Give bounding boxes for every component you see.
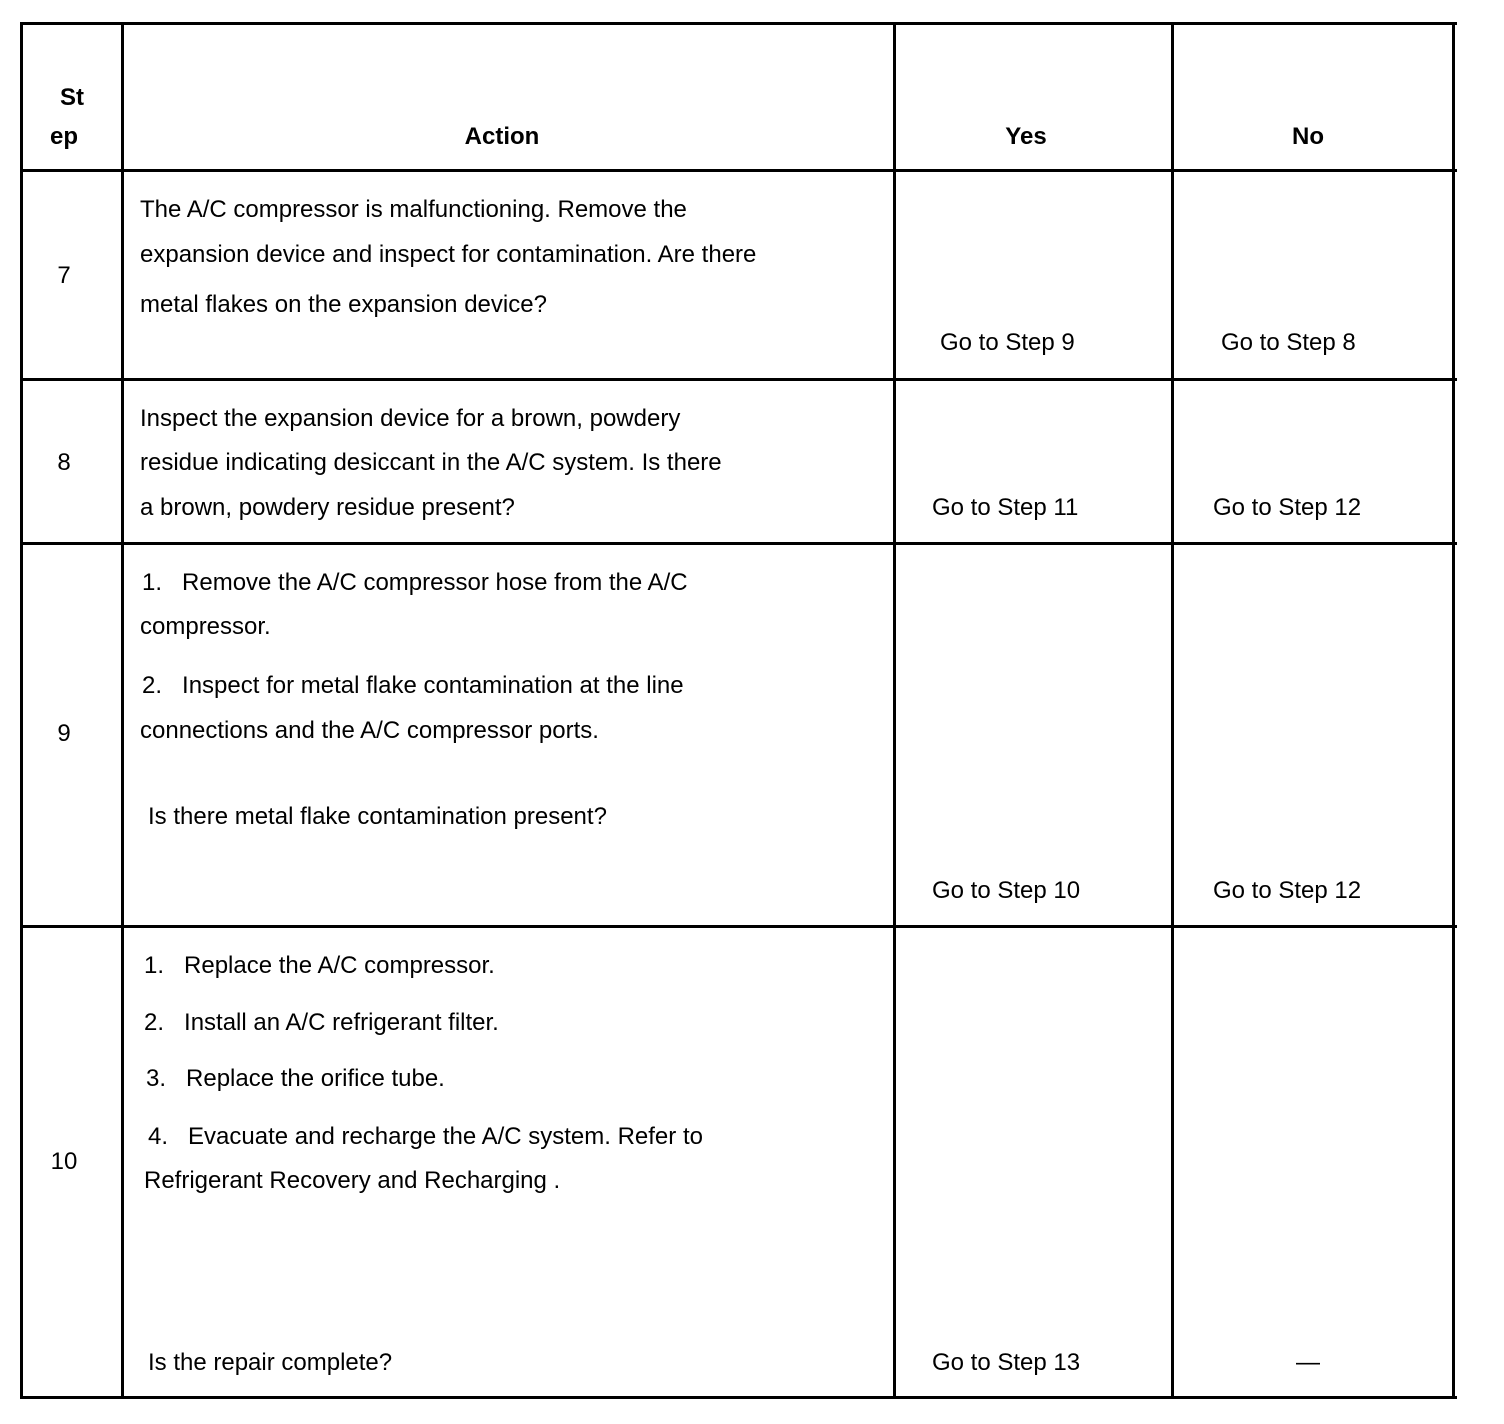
action-line: 2. Install an A/C refrigerant filter. [144,1009,499,1036]
table-border-left [20,22,23,1399]
column-divider [893,22,896,1399]
action-line: expansion device and inspect for contamination. Are there [140,241,757,268]
header-action: Action [464,123,540,150]
no-result: Go to Step 12 [1213,877,1362,904]
step-number: 8 [57,449,71,476]
header-no: No [1292,123,1324,150]
table-border-bottom [20,1396,1457,1399]
action-line: connections and the A/C compressor ports. [140,717,599,744]
column-divider [121,22,124,1399]
header-step-line2: ep [49,123,78,150]
table-border-right [1452,22,1455,1399]
table-border-top [20,22,1457,25]
yes-result: Go to Step 10 [932,877,1081,904]
step-number: 9 [57,720,71,747]
yes-result: Go to Step 13 [932,1349,1081,1376]
action-line: Inspect the expansion device for a brown, powdery [140,405,681,432]
no-result: Go to Step 8 [1221,329,1356,356]
action-line: metal flakes on the expansion device? [140,291,547,318]
no-result: Go to Step 12 [1213,494,1362,521]
header-divider [20,169,1457,172]
action-line: compressor. [140,613,271,640]
row-divider [20,542,1457,545]
yes-result: Go to Step 9 [940,329,1075,356]
action-question: Is there metal flake contamination present? [148,803,607,830]
header-yes: Yes [1005,123,1047,150]
action-line: Refrigerant Recovery and Recharging . [144,1167,561,1194]
row-divider [20,378,1457,381]
action-question: Is the repair complete? [148,1349,393,1376]
action-line: 4. Evacuate and recharge the A/C system. Refer to [148,1123,703,1150]
yes-result: Go to Step 11 [932,494,1079,521]
action-line: 1. Remove the A/C compressor hose from the A/C [142,569,688,596]
action-line: 1. Replace the A/C compressor. [144,952,495,979]
no-result: — [1296,1349,1320,1376]
action-line: 3. Replace the orifice tube. [146,1065,445,1092]
step-number: 10 [50,1148,78,1175]
step-number: 7 [57,262,71,289]
action-line: a brown, powdery residue present? [140,494,515,521]
row-divider [20,925,1457,928]
action-line: residue indicating desiccant in the A/C system. Is there [140,449,722,476]
action-line: 2. Inspect for metal flake contamination at the line [142,672,684,699]
action-line: The A/C compressor is malfunctioning. Remove the [140,196,687,223]
header-step-line1: St [60,84,84,111]
column-divider [1171,22,1174,1399]
